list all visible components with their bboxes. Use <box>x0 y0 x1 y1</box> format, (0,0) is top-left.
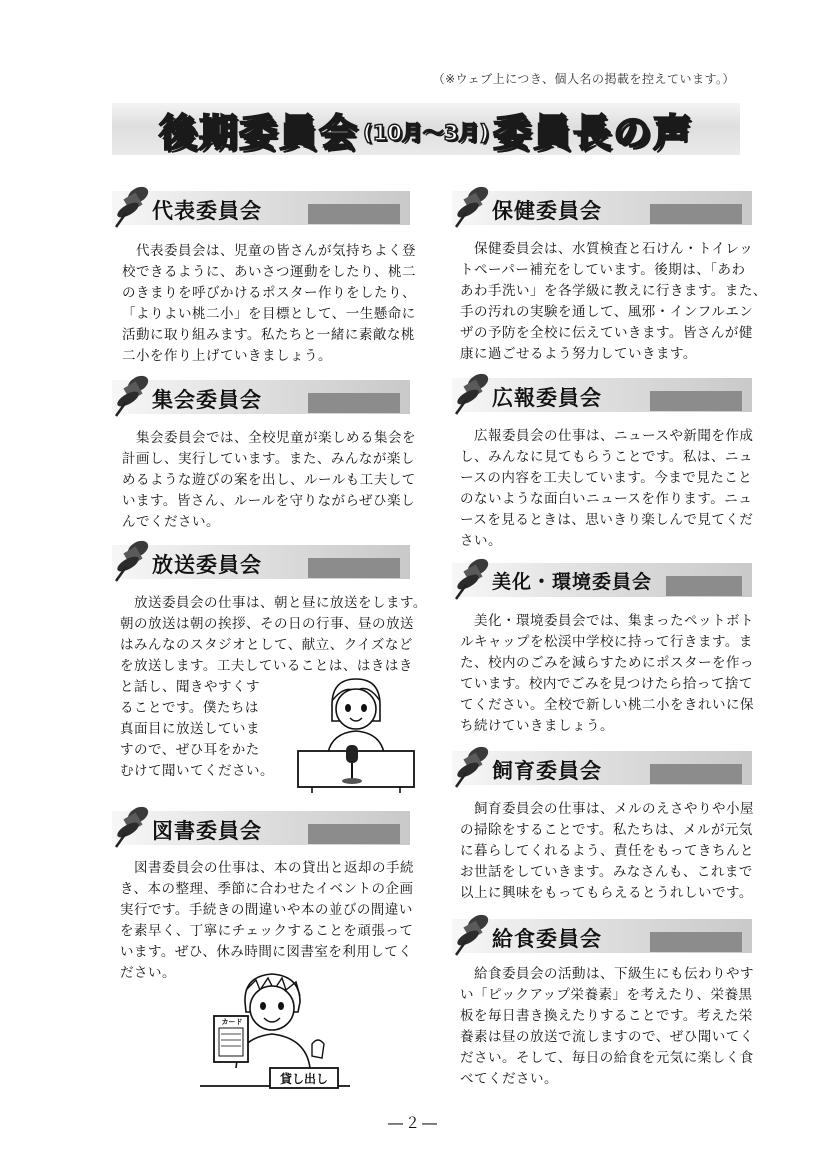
body-line: むけて聞いてください。 <box>120 763 274 779</box>
body-line: 二小を作り上げていきましょう。 <box>122 348 332 364</box>
section-body <box>122 241 427 367</box>
section-body <box>120 858 430 984</box>
body-line: のきまりを呼びかけるポスター作りをしたり、 <box>122 285 416 301</box>
body-line: 計画し、実行しています。また、みんなが楽し <box>122 451 415 467</box>
section-shukai <box>112 372 422 532</box>
body-line: 広報委員会の仕事は、ニュースや新聞を作成 <box>460 428 754 444</box>
body-line: ださい。そして、毎日の給食を元気に楽しく食 <box>460 1050 754 1066</box>
redacted-name <box>666 576 742 596</box>
lending-sign-label: 貸し出し <box>279 1072 328 1086</box>
body-line: 保健委員会は、水質検査と石けん・トイレッ <box>460 241 754 257</box>
body-line: い「ピックアップ栄養素」を考えたり、栄養黒 <box>460 987 753 1003</box>
body-line: ースを見るときは、思いきり楽しんで見てくだ <box>460 512 754 528</box>
body-line: ています。校内でごみを見つけたら拾って捨て <box>460 676 753 692</box>
body-line: 手の汚れの実験を通して、風邪・インフルエン <box>460 304 754 320</box>
section-hoken <box>452 183 767 373</box>
body-line: ださい。 <box>120 965 176 981</box>
body-line: 朝の放送は朝の挨拶、その日の行事、昼の放送 <box>120 616 414 632</box>
body-line: を素早く、丁寧にチェックすることを頑張って <box>120 923 414 939</box>
body-line: 「よりよい桃二小」を目標として、一生懸命に <box>122 306 416 322</box>
body-line: 実行です。手続きの間違いや本の並びの間違い <box>120 902 413 918</box>
body-line: 給食委員会の活動は、下級生にも伝わりやす <box>460 966 754 982</box>
body-line: さい。 <box>460 533 502 549</box>
redacted-name <box>308 824 400 844</box>
body-line: 康に過ごせるよう努力していきます。 <box>460 346 697 362</box>
section-heading: 飼育委員会 <box>492 759 602 783</box>
body-line: き、本の整理、季節に合わせたイベントの企画 <box>120 881 414 897</box>
section-heading: 広報委員会 <box>492 386 602 410</box>
section-heading: 集会委員会 <box>152 388 262 412</box>
section-heading: 保健委員会 <box>492 199 602 223</box>
pushpin-icon <box>112 537 156 583</box>
body-line: んでください。 <box>122 514 220 530</box>
body-line: います。ぜひ、休み時間に図書室を利用してく <box>120 944 413 960</box>
pushpin-icon <box>452 555 496 601</box>
body-line: はみんなのスタジオとして、献立、クイズなど <box>120 637 413 653</box>
body-line: ることです。僕たちは <box>120 700 259 716</box>
title-main-1: 後期委員会 <box>158 110 359 155</box>
redacted-name <box>308 558 400 578</box>
page-title <box>112 103 740 155</box>
redacted-name <box>650 391 742 411</box>
body-line: 集会委員会では、全校児童が楽しめる集会を <box>122 430 416 446</box>
body-line: 板を毎日書き換えたりすることです。考えた栄 <box>460 1008 753 1024</box>
redacted-name <box>650 204 742 224</box>
redacted-name <box>650 764 742 784</box>
pushpin-icon <box>452 183 496 229</box>
section-heading: 美化・環境委員会 <box>492 571 653 593</box>
body-line: し、みんなに見てもらうことです。私は、ニュ <box>460 449 753 465</box>
body-line: べてください。 <box>460 1071 558 1087</box>
pushpin-icon <box>452 911 496 957</box>
body-line: 養素は昼の放送で流しますので、ぜひ聞いてく <box>460 1029 754 1045</box>
title-main-2: 委員長の声 <box>493 110 694 155</box>
body-line: ルキャップを松渓中学校に持って行きます。ま <box>460 634 753 650</box>
body-line: た、校内のごみを減らすためにポスターを作っ <box>460 655 754 671</box>
section-koho <box>452 370 762 550</box>
section-kyushoku <box>452 911 762 1101</box>
section-heading: 給食委員会 <box>492 927 602 951</box>
title-period: (10月～3月) <box>362 121 490 145</box>
pushpin-icon <box>452 370 496 416</box>
section-body <box>460 611 770 737</box>
body-line: に暮らしてくれるよう、責任をもってきちんと <box>460 843 754 859</box>
body-line: を放送します。工夫していることは、はきはき <box>120 658 413 674</box>
body-line: と話し、聞きやすくす <box>120 679 260 695</box>
body-line: 飼育委員会の仕事は、メルのえさやりや小屋 <box>460 801 754 817</box>
section-bika <box>452 555 762 745</box>
body-line: めるような遊びの案を出し、ルールも工夫して <box>122 472 416 488</box>
section-body <box>460 426 770 552</box>
body-line: います。皆さん、ルールを守りながらぜひ楽し <box>122 493 416 509</box>
redacted-name <box>308 204 400 224</box>
body-line: ち続けていきましょう。 <box>460 718 614 734</box>
privacy-note: （※ウェブ上につき、個人名の掲載を控えています。） <box>432 72 735 86</box>
broadcast-student-illustration <box>292 675 420 793</box>
body-line: お世話をしていきます。みなさんも、これまで <box>460 864 753 880</box>
redacted-name <box>308 393 400 413</box>
library-student-illustration <box>200 968 350 1090</box>
pushpin-icon <box>112 372 156 418</box>
body-line: ースの内容を工夫しています。今まで見たこと <box>460 470 753 486</box>
body-line: 真面目に放送していま <box>120 721 260 737</box>
page-number: ―２― <box>387 1114 439 1132</box>
body-line: 図書委員会の仕事は、本の貸出と返却の手続 <box>120 860 414 876</box>
body-line: のないような面白いニュースを作ります。ニュ <box>460 491 753 507</box>
section-heading: 放送委員会 <box>152 553 262 577</box>
pushpin-icon <box>112 183 156 229</box>
body-line: 以上に興味をもってもらえるとうれしいです。 <box>460 885 753 901</box>
body-line: 放送委員会の仕事は、朝と昼に放送をします。 <box>120 595 427 611</box>
section-heading: 代表委員会 <box>152 199 262 223</box>
section-body <box>460 799 770 904</box>
body-line: すので、ぜひ耳をかた <box>120 742 260 758</box>
card-label: カード <box>221 1018 243 1026</box>
redacted-name <box>650 932 742 952</box>
section-body <box>460 239 770 365</box>
body-line: てください。全校で新しい桃二小をきれいに保 <box>460 697 754 713</box>
pushpin-icon <box>452 743 496 789</box>
body-line: 代表委員会は、児童の皆さんが気持ちよく登 <box>122 243 416 259</box>
body-line: ザの予防を全校に伝えていきます。皆さんが健 <box>460 325 753 341</box>
body-line: 美化・環境委員会では、集まったペットボト <box>460 613 754 629</box>
section-daihyo <box>112 183 422 373</box>
pushpin-icon <box>112 803 156 849</box>
body-line: の掃除をすることです。私たちは、メルが元気 <box>460 822 753 838</box>
body-line: 校できるように、あいさつ運動をしたり、桃二 <box>122 264 416 280</box>
body-line: トペーパー補充をしています。後期は、「あわ <box>460 262 746 278</box>
section-heading: 図書委員会 <box>152 819 262 843</box>
section-body <box>460 964 770 1090</box>
section-body <box>122 428 427 533</box>
section-shiiku <box>452 743 762 903</box>
body-line: 活動に取り組みます。私たちと一緒に素敵な桃 <box>122 327 415 343</box>
body-line: あわ手洗い」を各学級に教えに行きます。また、 <box>460 283 767 299</box>
